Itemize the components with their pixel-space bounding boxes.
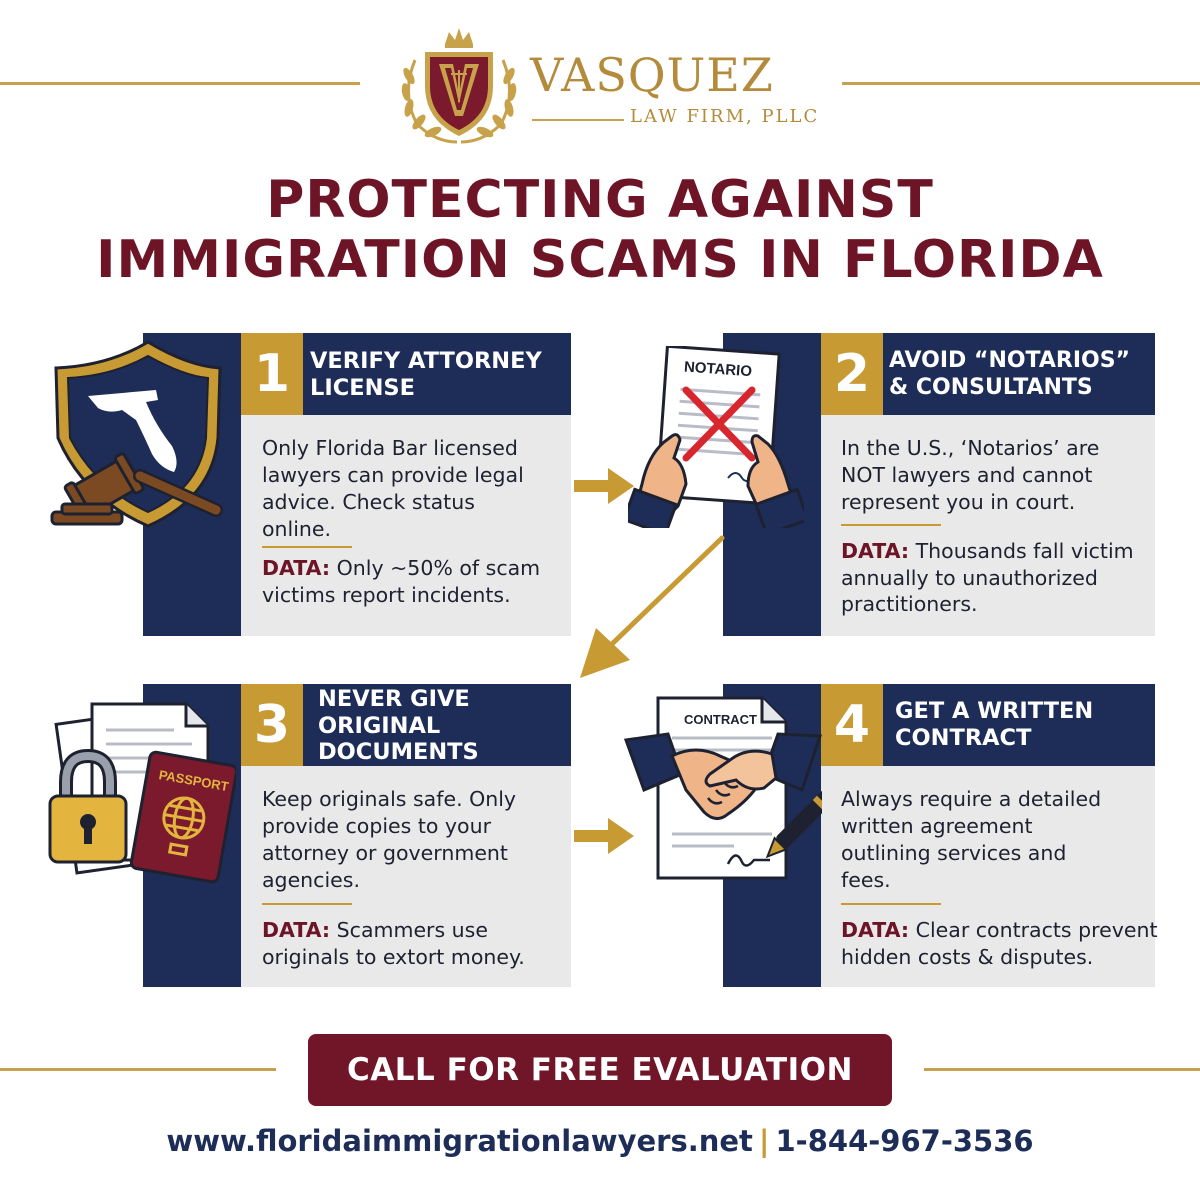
card-2-body-line: represent you in court. <box>841 490 1076 515</box>
contract-handshake-icon <box>624 694 822 884</box>
header-rule-right <box>842 82 1200 85</box>
passport-label: PASSPORT <box>157 767 230 795</box>
header-rule-left <box>0 82 360 85</box>
card-4-body-line: written agreement <box>841 814 1033 839</box>
card-3-heading-line-1: NEVER GIVE <box>318 686 470 712</box>
card-2-body <box>841 435 1099 516</box>
card-3-body-line: Keep originals safe. Only <box>262 787 517 811</box>
brand-subtitle: LAW FIRM, PLLC <box>630 106 820 127</box>
card-1-body-line: advice. Check status <box>262 490 475 515</box>
card-2-data <box>841 538 1134 618</box>
card-2-body-line: NOT lawyers and cannot <box>841 463 1093 488</box>
card-2-heading-line-1: AVOID “NOTARIOS” <box>889 348 1131 373</box>
padlock-passport-icon <box>46 696 236 886</box>
card-1-data <box>262 555 540 608</box>
card-1-heading-line-2: LICENSE <box>310 375 415 402</box>
card-1-divider <box>262 546 352 548</box>
card-1-number: 1 <box>241 333 303 415</box>
brand-subtitle-rule <box>532 119 624 121</box>
call-free-evaluation-button[interactable]: CALL FOR FREE EVALUATION <box>308 1034 892 1106</box>
contract-label: CONTRACT <box>684 712 757 727</box>
card-4-body-line: Always require a detailed <box>841 787 1102 811</box>
card-4-data-label: DATA: <box>841 918 910 942</box>
card-4-heading <box>895 698 1093 753</box>
card-2-data-text: Thousands fall victim <box>909 539 1134 563</box>
card-4-data <box>841 917 1158 970</box>
card-2-heading-line-2: & CONSULTANTS <box>889 374 1093 400</box>
card-3-data-text: Scammers use <box>330 918 488 942</box>
card-3-divider <box>262 903 352 905</box>
card-4-heading-line-2: CONTRACT <box>895 725 1032 752</box>
card-3-data-text-2: originals to extort money. <box>262 944 525 969</box>
contact-line <box>0 1124 1200 1158</box>
card-2-number: 2 <box>821 333 883 415</box>
card-1-data-text-2: victims report incidents. <box>262 582 511 607</box>
shield-gavel-florida-icon <box>48 338 228 530</box>
card-1-body-line: Only Florida Bar licensed <box>262 436 518 460</box>
card-3-heading-line-2: ORIGINAL <box>318 712 441 739</box>
card-2-divider <box>841 524 941 526</box>
brand-name: VASQUEZ <box>530 48 774 102</box>
card-2-data-text-2: annually to unauthorized <box>841 565 1098 590</box>
notario-label: NOTARIO <box>683 358 753 381</box>
arrow-diagonal-icon <box>572 532 728 684</box>
page-title-line-1: PROTECTING AGAINST <box>266 170 934 230</box>
card-3-body-line: attorney or government <box>262 841 508 866</box>
card-3-body-line: agencies. <box>262 868 360 893</box>
card-4-body-line: fees. <box>841 868 891 893</box>
card-2-data-text-3: practitioners. <box>841 592 978 617</box>
footer-rule-left <box>0 1068 276 1071</box>
page-title-line-2: IMMIGRATION SCAMS IN FLORIDA <box>96 230 1104 290</box>
card-1-data-label: DATA: <box>262 556 331 580</box>
card-3-body <box>262 786 516 894</box>
card-1-heading <box>310 348 542 403</box>
card-4-body <box>841 786 1101 894</box>
card-3-heading-line-3: DOCUMENTS <box>318 739 479 766</box>
card-4-data-text: Clear contracts prevent <box>909 918 1158 942</box>
website-link[interactable]: www.floridaimmigrationlawyers.net <box>166 1124 753 1158</box>
card-2-data-label: DATA: <box>841 539 910 563</box>
phone-link[interactable]: 1-844-967-3536 <box>775 1124 1034 1158</box>
arrow-right-icon <box>572 462 636 510</box>
card-2-heading <box>889 348 1130 402</box>
card-3-number: 3 <box>241 684 303 766</box>
notario-document-icon <box>628 346 804 528</box>
card-4-body-line: outlining services and <box>841 841 1067 866</box>
card-4-heading-line-1: GET A WRITTEN <box>895 698 1094 724</box>
card-4-divider <box>841 903 941 905</box>
footer-rule-right <box>924 1068 1200 1071</box>
card-1-body-line: lawyers can provide legal <box>262 463 524 488</box>
card-1-body <box>262 435 524 543</box>
card-4-data-text-2: hidden costs & disputes. <box>841 944 1094 969</box>
card-3-heading <box>318 686 479 766</box>
card-3-body-line: provide copies to your <box>262 814 492 839</box>
card-3-data <box>262 917 525 970</box>
card-1-data-text: Only ~50% of scam <box>330 556 541 580</box>
contact-separator: | <box>758 1124 770 1158</box>
card-3-data-label: DATA: <box>262 918 331 942</box>
card-1-body-line: online. <box>262 517 332 542</box>
law-firm-crest-icon <box>395 24 523 148</box>
card-4-number: 4 <box>821 684 883 766</box>
card-2-body-line: In the U.S., ‘Notarios’ are <box>841 436 1100 460</box>
card-1-heading-line-1: VERIFY ATTORNEY <box>310 348 542 374</box>
